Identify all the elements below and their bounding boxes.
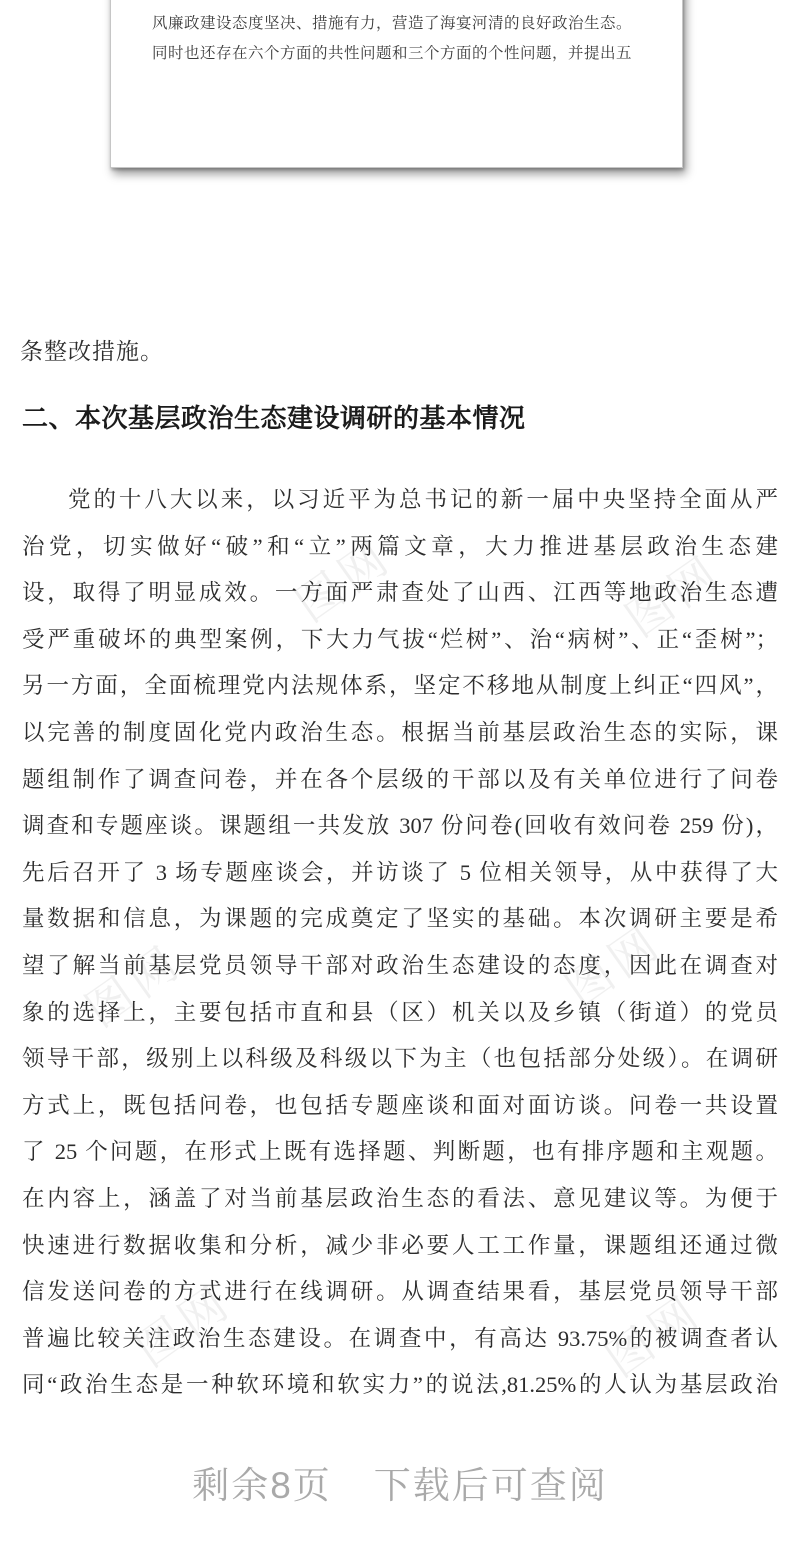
paragraph-line: 普遍比较关注政治生态建设。在调查中，有高达 93.75%的被调查者认 xyxy=(22,1325,778,1351)
paragraph-line: 快速进行数据收集和分析，减少非必要人工工作量，课题组还通过微 xyxy=(22,1232,778,1258)
body-paragraph xyxy=(22,477,778,1409)
paragraph-line: 量数据和信息，为课题的完成奠定了坚实的基础。本次调研主要是希 xyxy=(22,906,778,932)
watermark: 图网 xyxy=(76,934,192,1037)
paragraph-line: 调查和专题座谈。课题组一共发放 307 份问卷(回收有效问卷 259 份)， xyxy=(22,813,778,839)
paragraph-line: 党的十八大以来，以习近平为总书记的新一届中央坚持全面从严 xyxy=(68,487,778,512)
paragraph-line: 另一方面，全面梳理党内法规体系，坚定不移地从制度上纠正“四风”， xyxy=(22,673,778,699)
paragraph-line: 同“政治生态是一种软环境和软实力”的说法,81.25%的人认为基层政治 xyxy=(22,1372,778,1398)
paragraph-line: 治党，切实做好“破”和“立”两篇文章，大力推进基层政治生态建 xyxy=(22,533,778,559)
watermark: 图网 xyxy=(126,1274,242,1377)
paragraph-continuation: 条整改措施。 xyxy=(20,339,164,364)
download-hint-label: 下载后可查阅 xyxy=(373,1465,608,1506)
remaining-pages-label: 剩余8页 xyxy=(192,1465,332,1506)
paragraph-line: 领导干部，级别上以科级及科级以下为主（也包括部分处级）。在调研 xyxy=(22,1046,778,1072)
paragraph-line: 了 25 个问题，在形式上既有选择题、判断题，也有排序题和主观题。 xyxy=(22,1139,778,1165)
watermark: 图网 xyxy=(286,529,402,632)
paragraph-line: 以完善的制度固化党内政治生态。根据当前基层政治生态的实际，课 xyxy=(22,719,778,745)
paragraph-line: 信发送问卷的方式进行在线调研。从调查结果看，基层党员领导干部 xyxy=(22,1279,778,1305)
paragraph-line: 在内容上，涵盖了对当前基层政治生态的看法、意见建议等。为便于 xyxy=(22,1185,778,1211)
watermark: 图网 xyxy=(616,544,732,647)
paragraph-line: 望了解当前基层党员领导干部对政治生态建设的态度，因此在调查对 xyxy=(22,952,778,978)
paragraph-line: 方式上，既包括问卷，也包括专题座谈和面对面访谈。问卷一共设置 xyxy=(22,1092,778,1118)
preview-text-line: 同时也还存在六个方面的共性问题和三个方面的个性问题，并提出五 xyxy=(152,45,633,62)
paragraph-line: 先后召开了 3 场专题座谈会，并访谈了 5 位相关领导，从中获得了大 xyxy=(22,859,778,885)
paragraph-line: 象的选择上，主要包括市直和县（区）机关以及乡镇（街道）的党员 xyxy=(22,999,778,1025)
pager-footer xyxy=(0,1455,800,1509)
page-preview-card xyxy=(110,0,683,168)
watermark: 图网 xyxy=(596,1284,712,1387)
paragraph-line: 设，取得了明显成效。一方面严肃查处了山西、江西等地政治生态遭 xyxy=(22,580,778,606)
section-heading: 二、本次基层政治生态建设调研的基本情况 xyxy=(22,403,526,433)
preview-text-line: 风廉政建设态度坚决、措施有力，营造了海宴河清的良好政治生态。 xyxy=(152,15,633,32)
paragraph-line: 题组制作了调查问卷，并在各个层级的干部以及有关单位进行了问卷 xyxy=(22,766,778,792)
watermark: 图网 xyxy=(556,914,672,1017)
paragraph-line: 受严重破坏的典型案例，下大力气拔“烂树”、治“病树”、正“歪树”； xyxy=(22,626,778,652)
